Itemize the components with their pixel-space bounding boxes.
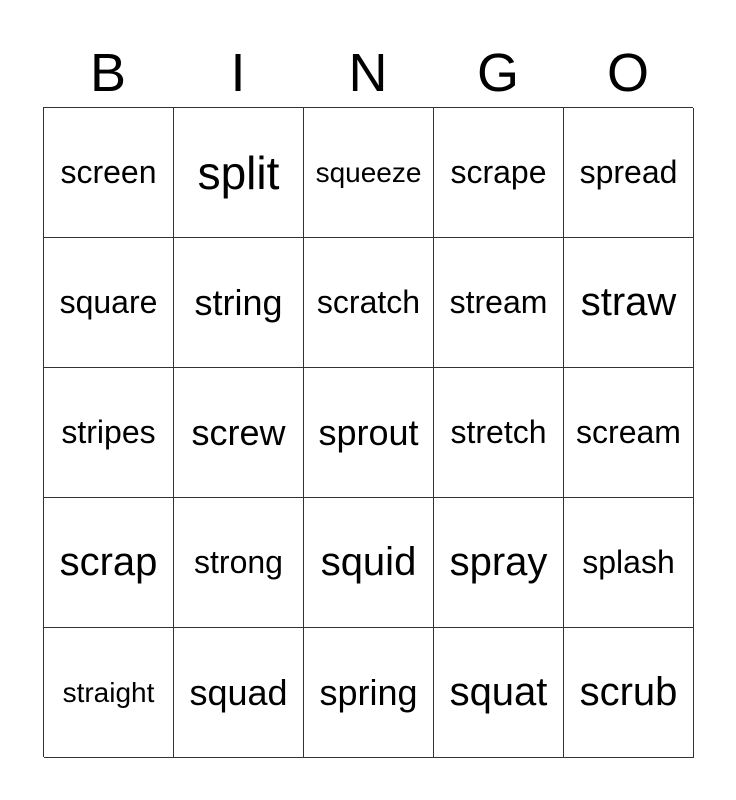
bingo-cell[interactable]: scrape xyxy=(434,108,564,238)
header-letter-n: N xyxy=(348,43,388,103)
header-letter-b: B xyxy=(89,43,127,103)
bingo-cell[interactable]: squeeze xyxy=(304,108,434,238)
header-letter-i: I xyxy=(230,43,246,103)
bingo-header xyxy=(43,38,693,108)
header-letter-g: G xyxy=(476,43,519,103)
bingo-cell[interactable]: scrub xyxy=(564,628,694,758)
bingo-cell[interactable]: split xyxy=(174,108,304,238)
bingo-cell[interactable]: squat xyxy=(434,628,564,758)
bingo-cell[interactable]: squad xyxy=(174,628,304,758)
bingo-cell[interactable]: scrap xyxy=(44,498,174,628)
bingo-cell[interactable]: scream xyxy=(564,368,694,498)
bingo-cell[interactable]: spray xyxy=(434,498,564,628)
bingo-board xyxy=(43,107,693,757)
bingo-cell[interactable]: spread xyxy=(564,108,694,238)
bingo-cell[interactable]: straw xyxy=(564,238,694,368)
bingo-cell[interactable]: spring xyxy=(304,628,434,758)
bingo-cell[interactable]: screen xyxy=(44,108,174,238)
bingo-cell[interactable]: stream xyxy=(434,238,564,368)
bingo-cell[interactable]: strong xyxy=(174,498,304,628)
bingo-cell[interactable]: screw xyxy=(174,368,304,498)
bingo-cell[interactable]: scratch xyxy=(304,238,434,368)
bingo-cell[interactable]: square xyxy=(44,238,174,368)
bingo-cell[interactable]: splash xyxy=(564,498,694,628)
bingo-cell[interactable]: straight xyxy=(44,628,174,758)
bingo-cell[interactable]: sprout xyxy=(304,368,434,498)
bingo-cell[interactable]: stripes xyxy=(44,368,174,498)
header-letter-o: O xyxy=(606,43,649,103)
bingo-cell[interactable]: stretch xyxy=(434,368,564,498)
bingo-cell[interactable]: squid xyxy=(304,498,434,628)
bingo-cell[interactable]: string xyxy=(174,238,304,368)
